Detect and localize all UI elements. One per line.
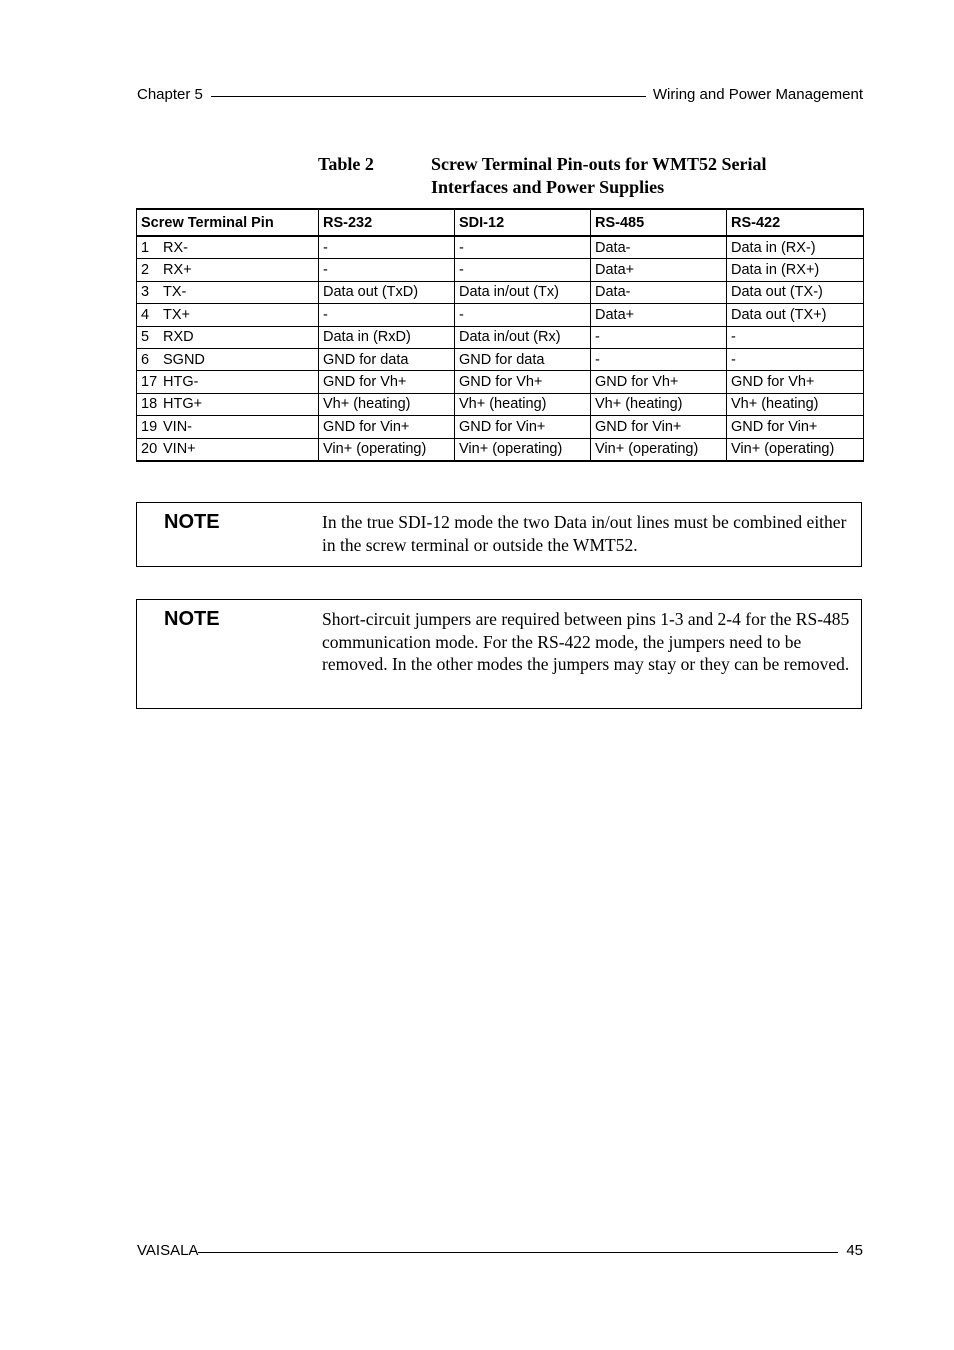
pin-number: 17 (141, 374, 158, 391)
table-cell: Data- (591, 281, 727, 303)
pin-name: SGND (163, 351, 205, 368)
pin-cell (137, 393, 319, 415)
table-cell: - (319, 259, 455, 281)
pin-cell (137, 371, 319, 393)
pin-number: 19 (141, 418, 158, 435)
header-rule (211, 96, 646, 97)
pin-number: 4 (141, 306, 150, 323)
pin-name: RX+ (163, 262, 192, 279)
page-number: 45 (846, 1242, 863, 1259)
pin-number: 3 (141, 284, 150, 301)
table-cell: - (727, 348, 864, 370)
table-cell: Vin+ (operating) (455, 438, 591, 461)
table-cell: GND for Vh+ (591, 371, 727, 393)
table-cell: - (455, 304, 591, 326)
note-text: Short-circuit jumpers are required between pins 1-3 and 2-4 for the RS-485 communication mode. For the RS-422 mode, the jumpers need to be removed. In the other modes the jumpers may stay or they can be removed. (322, 609, 850, 674)
page-footer (137, 1242, 863, 1262)
footer-rule (198, 1252, 838, 1253)
table-row (137, 259, 864, 281)
table-row (137, 371, 864, 393)
table-cell: Vin+ (operating) (727, 438, 864, 461)
pin-cell (137, 236, 319, 259)
table-cell: Data- (591, 236, 727, 259)
pin-name: TX+ (163, 306, 190, 323)
table-body (137, 236, 864, 461)
table-cell: Data+ (591, 259, 727, 281)
table-cell: Data in (RX-) (727, 236, 864, 259)
table-cell: Data in/out (Tx) (455, 281, 591, 303)
table-cell: GND for Vin+ (455, 416, 591, 438)
pin-name: HTG+ (163, 396, 203, 413)
table-cell: Vin+ (operating) (319, 438, 455, 461)
table-row (137, 438, 864, 461)
pin-name: VIN+ (163, 441, 196, 458)
column-header: SDI-12 (455, 209, 591, 236)
table-cell: Vh+ (heating) (727, 393, 864, 415)
company-name: VAISALA (137, 1242, 199, 1259)
table-cell: Data in (RxD) (319, 326, 455, 348)
column-header: RS-232 (319, 209, 455, 236)
table-cell: GND for Vin+ (591, 416, 727, 438)
table-row (137, 281, 864, 303)
pin-number: 6 (141, 351, 150, 368)
pin-cell (137, 416, 319, 438)
page-header (137, 86, 863, 106)
table-cell: Vh+ (heating) (319, 393, 455, 415)
table-cell: Data in (RX+) (727, 259, 864, 281)
table-cell: - (727, 326, 864, 348)
table-row (137, 416, 864, 438)
pin-name: TX- (163, 284, 187, 301)
table-cell: GND for data (455, 348, 591, 370)
table-cell: Vh+ (heating) (591, 393, 727, 415)
note-text: In the true SDI-12 mode the two Data in/out lines must be combined either in the screw terminal or outside the WMT52. (322, 512, 847, 555)
table-cell: Data+ (591, 304, 727, 326)
table-cell: Vh+ (heating) (455, 393, 591, 415)
table-number: Table 2 (318, 154, 374, 174)
table-cell: Vin+ (operating) (591, 438, 727, 461)
table-cell: Data in/out (Rx) (455, 326, 591, 348)
table-row (137, 393, 864, 415)
pin-name: RX- (163, 239, 188, 256)
table-cell: GND for Vin+ (319, 416, 455, 438)
table-cell: Data out (TX-) (727, 281, 864, 303)
table-cell: - (319, 236, 455, 259)
chapter-label: Chapter 5 (137, 86, 203, 103)
table-cell: Data out (TX+) (727, 304, 864, 326)
pin-name: VIN- (163, 418, 192, 435)
pin-number: 18 (141, 396, 158, 413)
pin-cell (137, 348, 319, 370)
column-header: Screw Terminal Pin (137, 209, 319, 236)
table-row (137, 236, 864, 259)
pin-cell (137, 326, 319, 348)
column-header: RS-422 (727, 209, 864, 236)
pin-cell (137, 259, 319, 281)
pin-number: 20 (141, 441, 158, 458)
table-cell: - (455, 236, 591, 259)
table-header-row (137, 209, 864, 236)
table-cell: GND for data (319, 348, 455, 370)
table-cell: Data out (TxD) (319, 281, 455, 303)
section-title: Wiring and Power Management (652, 86, 863, 103)
pin-number: 1 (141, 239, 150, 256)
note-box (136, 599, 862, 709)
table-row (137, 348, 864, 370)
table-cell: - (455, 259, 591, 281)
table-cell: - (591, 348, 727, 370)
note-box (136, 502, 862, 567)
table-cell: - (319, 304, 455, 326)
table-cell: GND for Vh+ (319, 371, 455, 393)
pin-name: HTG- (163, 374, 199, 391)
table-cell: - (591, 326, 727, 348)
pin-name: RXD (163, 329, 194, 346)
pin-cell (137, 304, 319, 326)
pin-cell (137, 438, 319, 461)
note-label: NOTE (164, 608, 220, 630)
pin-cell (137, 281, 319, 303)
pinout-table (136, 208, 864, 462)
note-label: NOTE (164, 511, 220, 533)
pin-number: 5 (141, 329, 150, 346)
table-cell: GND for Vin+ (727, 416, 864, 438)
column-header: RS-485 (591, 209, 727, 236)
table-row (137, 326, 864, 348)
table-cell: GND for Vh+ (455, 371, 591, 393)
table-row (137, 304, 864, 326)
table-title: Screw Terminal Pin-outs for WMT52 Serial Interfaces and Power Supplies (431, 154, 767, 197)
pin-number: 2 (141, 262, 150, 279)
table-cell: GND for Vh+ (727, 371, 864, 393)
